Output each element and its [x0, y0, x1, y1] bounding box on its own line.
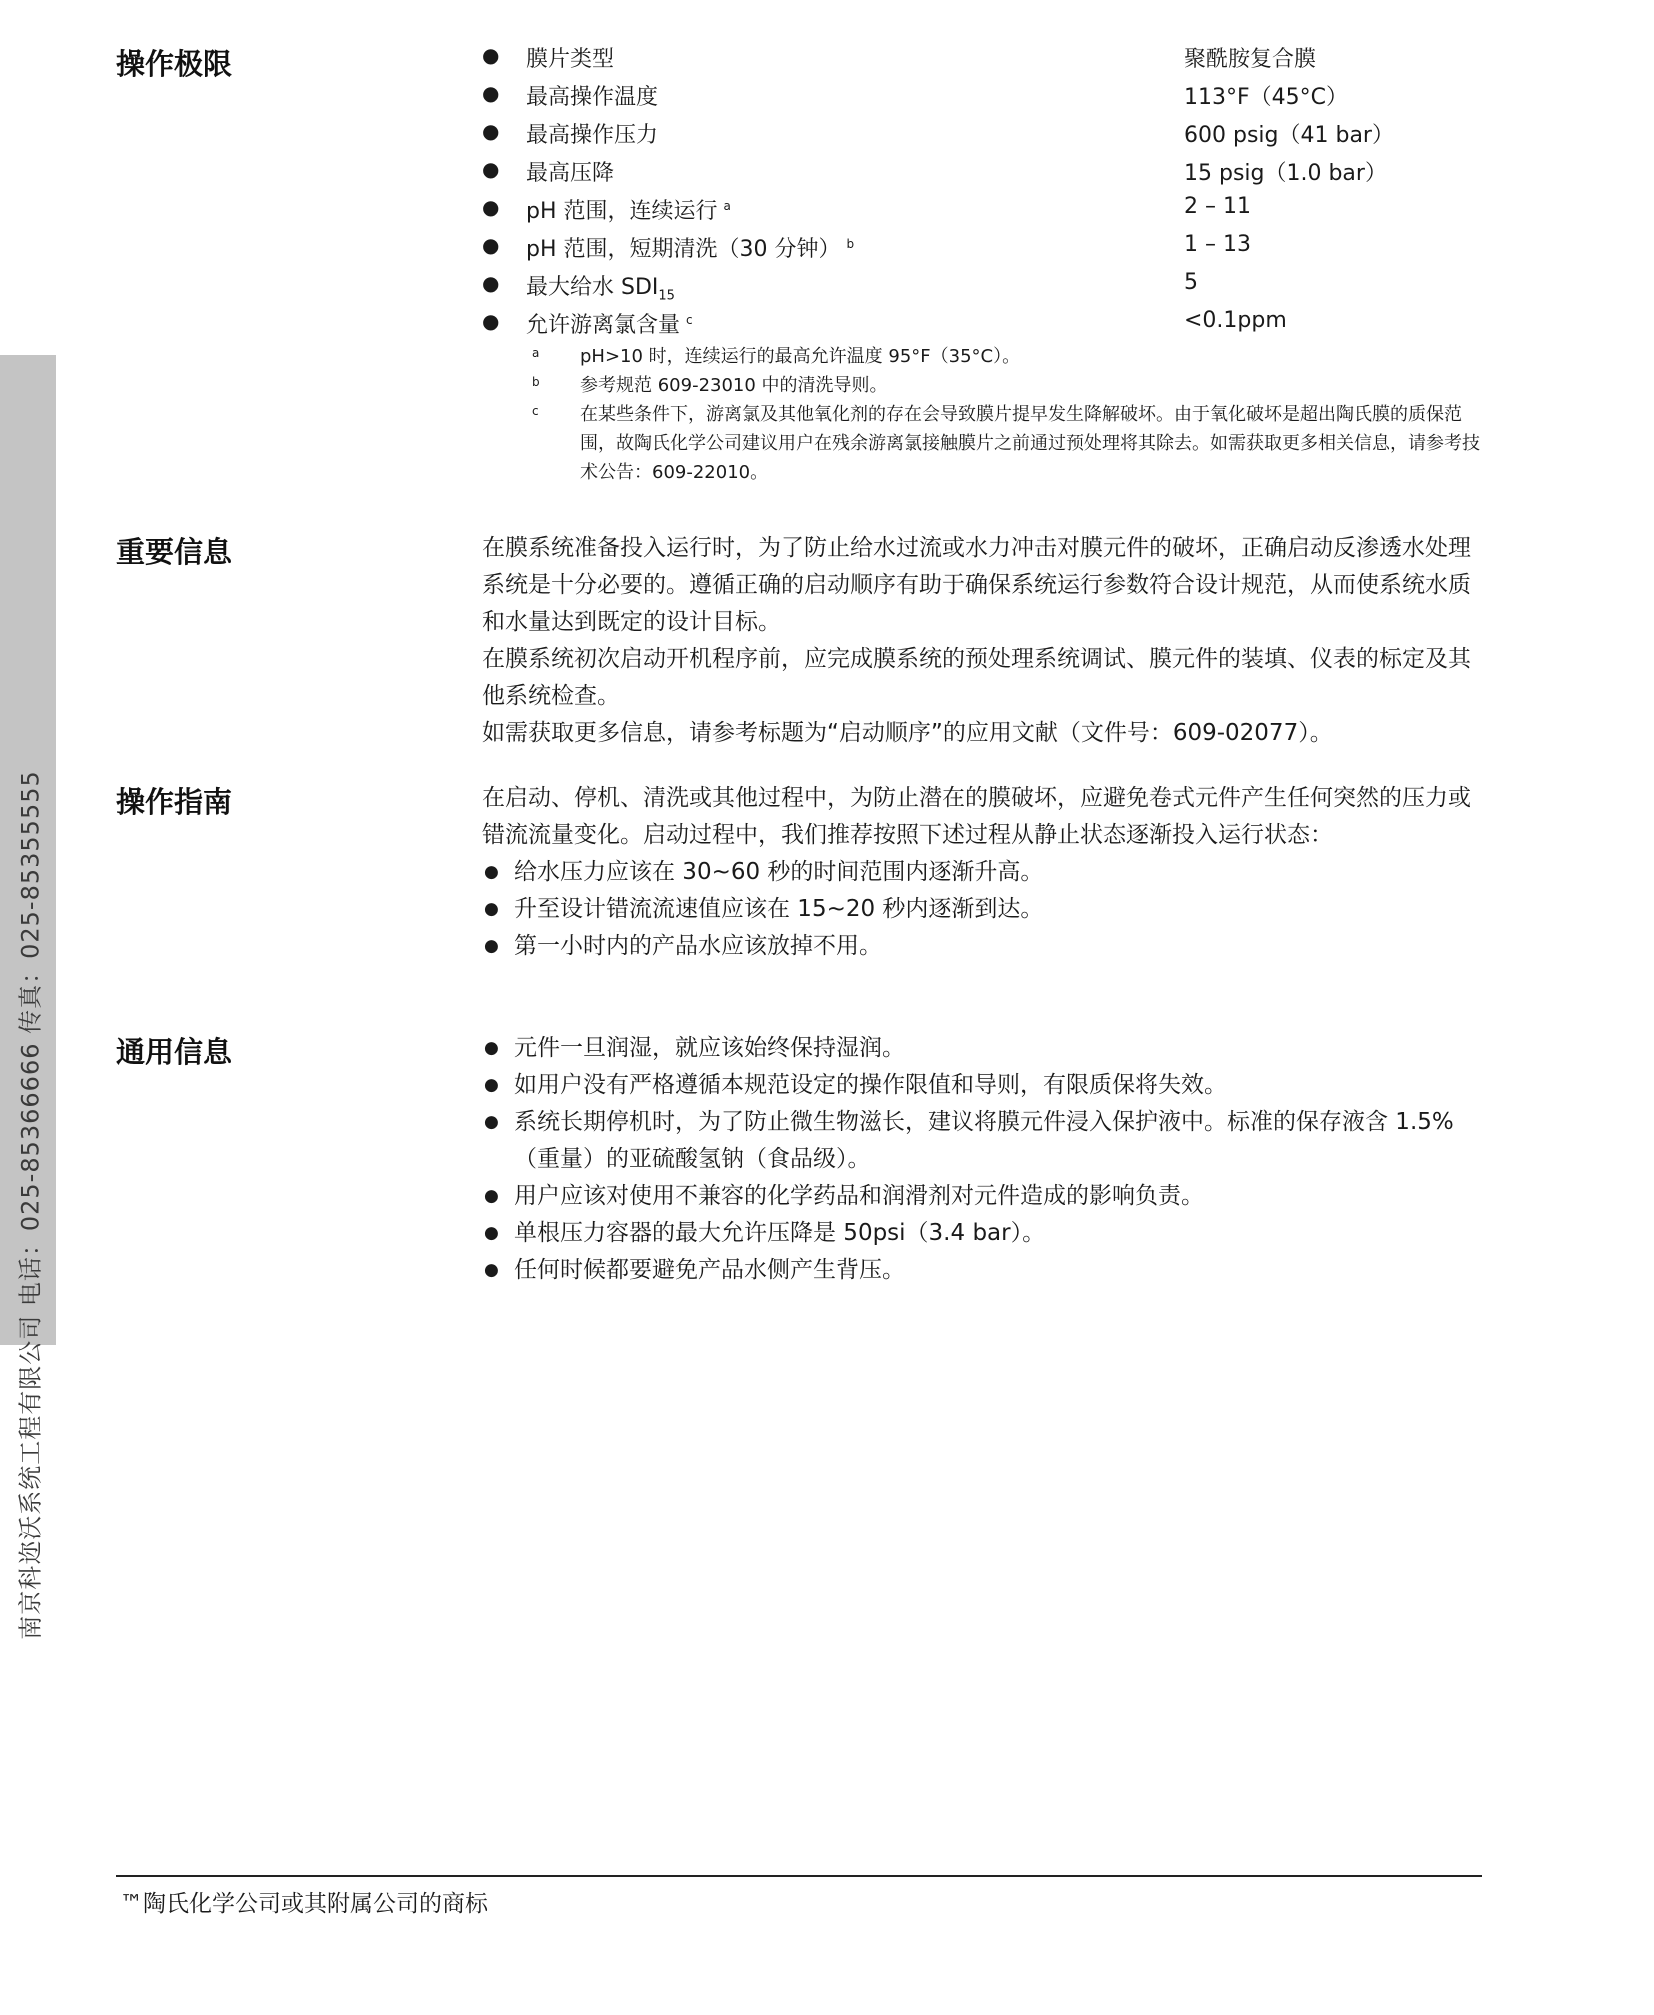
general-info-body — [482, 1030, 1482, 1289]
spec-value: <0.1ppm — [1184, 308, 1287, 333]
bullet-icon: ● — [482, 271, 500, 295]
list-item: ● 给水压力应该在 30~60 秒的时间范围内逐渐升高。 — [482, 854, 1482, 891]
spec-value: 113°F（45°C） — [1184, 85, 1349, 110]
important-info-heading: 重要信息 — [116, 535, 233, 569]
footnote-mark: a — [532, 346, 540, 360]
bullet-icon: ● — [482, 309, 500, 333]
spec-value: 2 – 11 — [1184, 194, 1251, 219]
spec-row — [482, 232, 1482, 270]
guide-list — [482, 854, 1482, 965]
spec-name: 最大给水 $SDI_{15}$ — [526, 275, 675, 304]
sidebar-contact-text: 南京科迩沃系统工程有限公司 电话：025-85366666 传真：025-85355555 — [16, 770, 45, 1640]
operating-limits-table — [482, 42, 1482, 487]
list-item: ● 升至设计错流流速值应该在 15~20 秒内逐渐到达。 — [482, 891, 1482, 928]
subscript: 15 — [658, 288, 675, 304]
footnote-text: 在某些条件下，游离氯及其他氧化剂的存在会导致膜片提早发生降解破坏。由于氧化破坏是超出陶氏膜的质保范围，故陶氏化学公司建议用户在残余游离氯接触膜片之前通过预处理将其除去。如需获取更多相关信息，请参考技术公告：609-22010。 — [580, 404, 1480, 483]
bullet-icon: ● — [482, 81, 500, 105]
footnote-mark: c — [532, 404, 539, 418]
trademark-footer: ™陶氏化学公司或其附属公司的商标 — [120, 1891, 488, 1917]
bullet-icon: ● — [482, 195, 500, 219]
bullet-icon: ● — [484, 1223, 499, 1243]
footnote-text: 参考规范 609-23010 中的清洗导则。 — [580, 375, 888, 396]
bullet-icon: ● — [482, 43, 500, 67]
bullet-icon: ● — [484, 899, 499, 919]
bullet-icon: ● — [482, 233, 500, 257]
spec-row — [482, 194, 1482, 232]
spec-name: 最高操作压力 — [526, 123, 659, 148]
spec-value: 5 — [1184, 270, 1198, 295]
bullet-icon: ● — [484, 1038, 499, 1058]
spec-name: pH 范围，连续运行 $^a$ — [526, 198, 731, 224]
spec-row — [482, 80, 1482, 118]
bullet-icon: ● — [484, 1075, 499, 1095]
footnote-marker: b — [846, 236, 855, 251]
list-item: ● 任何时候都要避免产品水侧产生背压。 — [482, 1252, 1482, 1289]
paragraph: 在膜系统初次启动开机程序前，应完成膜系统的预处理系统调试、膜元件的装填、仪表的标定及其他系统检查。 — [482, 646, 1471, 709]
list-item: ● 元件一旦润湿，就应该始终保持湿润。 — [482, 1030, 1482, 1067]
operating-limits-heading: 操作极限 — [116, 47, 233, 81]
spec-name: 最高操作温度 — [526, 85, 659, 110]
paragraph: 如需获取更多信息，请参考标题为“启动顺序”的应用文献（文件号：609-02077）。 — [482, 720, 1333, 746]
spec-name: 允许游离氯含量 $^c$ — [526, 312, 693, 338]
footnote-mark: b — [532, 375, 540, 389]
bullet-icon: ● — [484, 1112, 499, 1132]
sidebar-contact-strip — [0, 355, 56, 1640]
spec-name: 膜片类型 — [526, 47, 615, 72]
spec-row — [482, 308, 1482, 346]
footnote — [532, 342, 1482, 371]
footnote — [532, 371, 1482, 400]
footnote — [532, 400, 1482, 487]
operating-guide-body — [482, 780, 1482, 965]
spec-value: 1 – 13 — [1184, 232, 1251, 257]
general-list — [482, 1030, 1482, 1289]
spec-row — [482, 270, 1482, 308]
spec-name: 最高压降 — [526, 161, 615, 186]
bullet-icon: ● — [484, 1186, 499, 1206]
footnotes — [532, 342, 1482, 487]
operating-guide-heading: 操作指南 — [116, 785, 233, 819]
list-item: ● 如用户没有严格遵循本规范设定的操作限值和导则，有限质保将失效。 — [482, 1067, 1482, 1104]
footnote-marker: c — [686, 312, 693, 327]
paragraph: 在启动、停机、清洗或其他过程中，为防止潜在的膜破坏，应避免卷式元件产生任何突然的压力或错流流量变化。启动过程中，我们推荐按照下述过程从静止状态逐渐投入运行状态： — [482, 785, 1471, 848]
bullet-icon: ● — [482, 157, 500, 181]
footer-divider — [116, 1875, 1482, 1877]
list-item: ● 单根压力容器的最大允许压降是 50psi（3.4 bar）。 — [482, 1215, 1482, 1252]
important-info-body — [482, 530, 1482, 752]
footnote-marker: a — [723, 198, 731, 213]
spec-row — [482, 156, 1482, 194]
footnote-text: pH>10 时，连续运行的最高允许温度 95°F（35°C）。 — [580, 346, 1021, 367]
list-item: ● 系统长期停机时，为了防止微生物滋长，建议将膜元件浸入保护液中。标准的保存液含 1.5%（重量）的亚硫酸氢钠（食品级）。 — [482, 1104, 1482, 1178]
paragraph: 在膜系统准备投入运行时，为了防止给水过流或水力冲击对膜元件的破坏，正确启动反渗透水处理系统是十分必要的。遵循正确的启动顺序有助于确保系统运行参数符合设计规范，从而使系统水质和水量达到既定的设计目标。 — [482, 535, 1471, 635]
spec-value: 15 psig（1.0 bar） — [1184, 161, 1387, 186]
general-info-heading: 通用信息 — [116, 1035, 233, 1069]
spec-name: pH 范围，短期清洗（30 分钟） $^b$ — [526, 236, 855, 262]
bullet-icon: ● — [482, 119, 500, 143]
list-item: ● 第一小时内的产品水应该放掉不用。 — [482, 928, 1482, 965]
spec-row — [482, 118, 1482, 156]
spec-value: 聚酰胺复合膜 — [1184, 47, 1317, 72]
list-item: ● 用户应该对使用不兼容的化学药品和润滑剂对元件造成的影响负责。 — [482, 1178, 1482, 1215]
bullet-icon: ● — [484, 862, 499, 882]
spec-value: 600 psig（41 bar） — [1184, 123, 1394, 148]
bullet-icon: ● — [484, 936, 499, 956]
bullet-icon: ● — [484, 1260, 499, 1280]
spec-row — [482, 42, 1482, 80]
